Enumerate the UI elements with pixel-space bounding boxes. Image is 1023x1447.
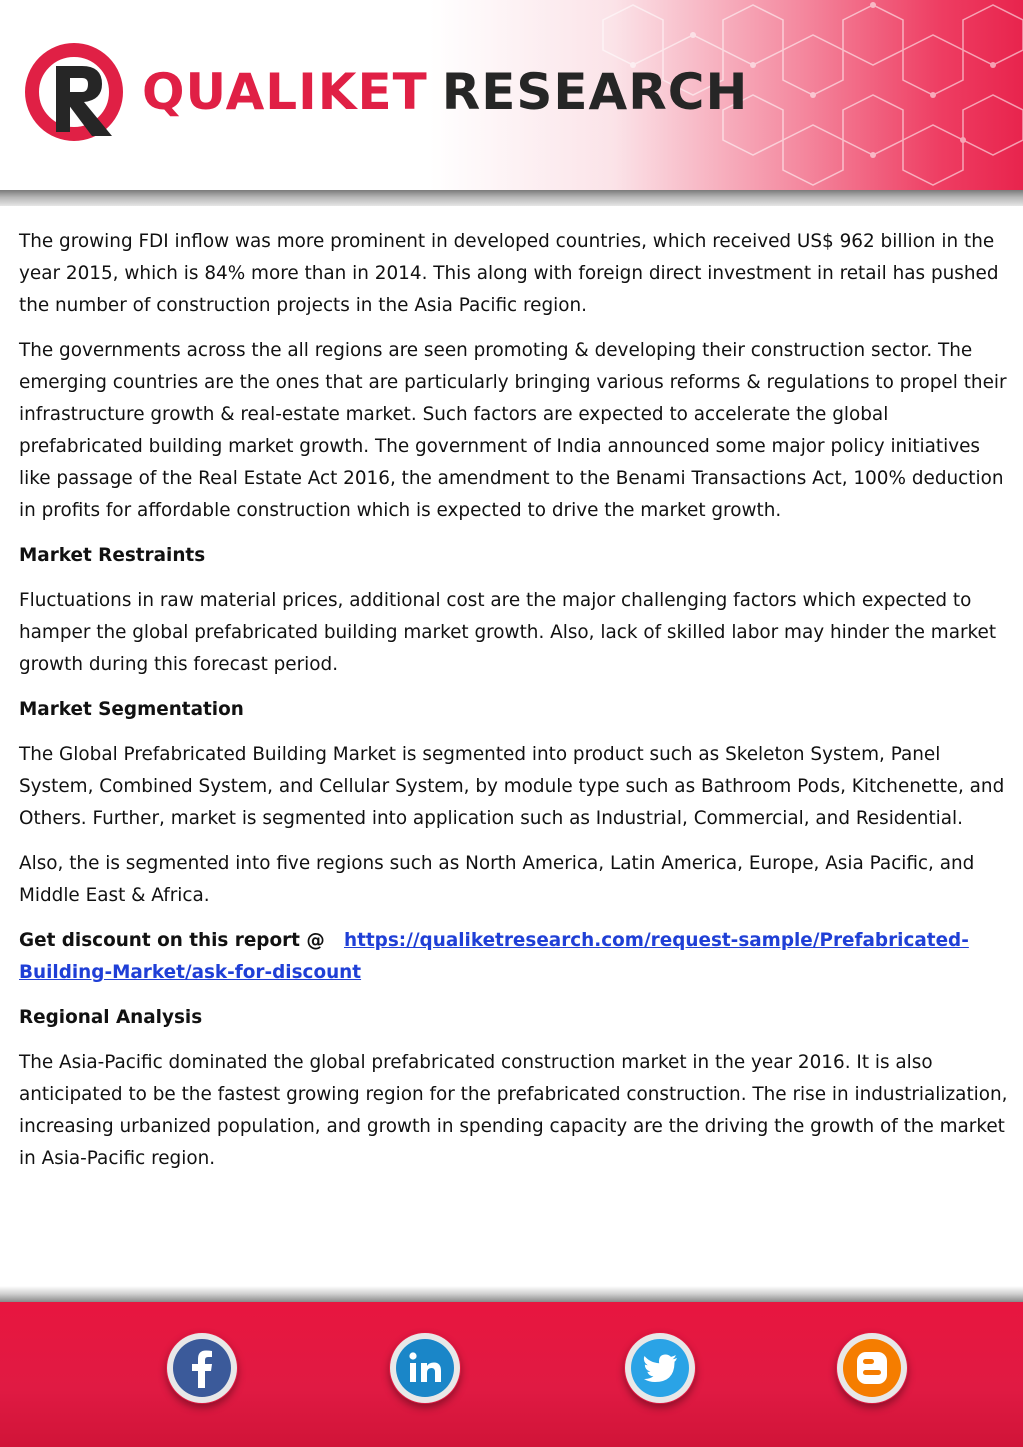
article-body (19, 226, 1009, 1188)
heading-market-segmentation: Market Segmentation (19, 699, 244, 720)
facebook-icon (166, 1332, 238, 1404)
blogger-button[interactable] (836, 1332, 908, 1404)
footer-divider (0, 1286, 1023, 1302)
logo-wordmark (142, 63, 749, 121)
paragraph-governments: The governments across the all regions are seen promoting & developing their construction sector. The emerging countries are the ones that are particularly bringing various reforms & regulations to propel their infrastructure growth & real-estate market. Such factors are expected to accelerate the global prefabricated building market growth. The government of India announced some major policy initiatives like passage of the Real Estate Act 2016, the amendment to the Benami Transactions Act, 100% deduction in profits for affordable construction which is expected to drive the market growth. (19, 340, 1007, 521)
logo-mark-icon (22, 36, 134, 148)
facebook-button[interactable] (166, 1332, 238, 1404)
discount-label: Get discount on this report @ (19, 930, 325, 951)
heading-regional-analysis: Regional Analysis (19, 1007, 203, 1028)
linkedin-button[interactable] (389, 1332, 461, 1404)
paragraph-regional: The Asia-Pacific dominated the global prefabricated construction market in the year 2016. It is also anticipated to be the fastest growing region for the prefabricated construction. The rise in industrialization, increasing urbanized population, and growth in spending capacity are the driving the growth of the market in Asia-Pacific region. (19, 1052, 1008, 1169)
linkedin-icon (389, 1332, 461, 1404)
brand-secondary: RESEARCH (441, 63, 749, 121)
twitter-icon (624, 1332, 696, 1404)
header-divider (0, 190, 1023, 206)
blogger-icon (836, 1332, 908, 1404)
brand-primary: QUALIKET (142, 63, 428, 121)
discount-link[interactable]: https://qualiketresearch.com/request-sample/Prefabricated-Building-Market/ask-for-discount (19, 930, 969, 983)
paragraph-restraints: Fluctuations in raw material prices, additional cost are the major challenging factors which expected to hamper the global prefabricated building market growth. Also, lack of skilled labor may hinder the market growth during this forecast period. (19, 590, 997, 675)
paragraph-segmentation: The Global Prefabricated Building Market is segmented into product such as Skeleton System, Panel System, Combined System, and Cellular System, by module type such as Bathroom Pods, Kitchenette, and Others. Further, market is segmented into application such as Industrial, Commercial, and Residential. (19, 744, 1005, 829)
paragraph-fdi: The growing FDI inflow was more prominent in developed countries, which received US$ 962 billion in the year 2015, which is 84% more than in 2014. This along with foreign direct investment in retail has pushed the number of construction projects in the Asia Pacific region. (19, 231, 999, 316)
footer-banner (0, 1302, 1023, 1447)
header-banner (0, 0, 1023, 190)
discount-call-to-action (19, 925, 1009, 989)
twitter-button[interactable] (624, 1332, 696, 1404)
heading-market-restraints: Market Restraints (19, 545, 206, 566)
paragraph-regions: Also, the is segmented into five regions such as North America, Latin America, Europe, Asia Pacific, and Middle East & Africa. (19, 853, 975, 906)
logo (22, 36, 748, 148)
